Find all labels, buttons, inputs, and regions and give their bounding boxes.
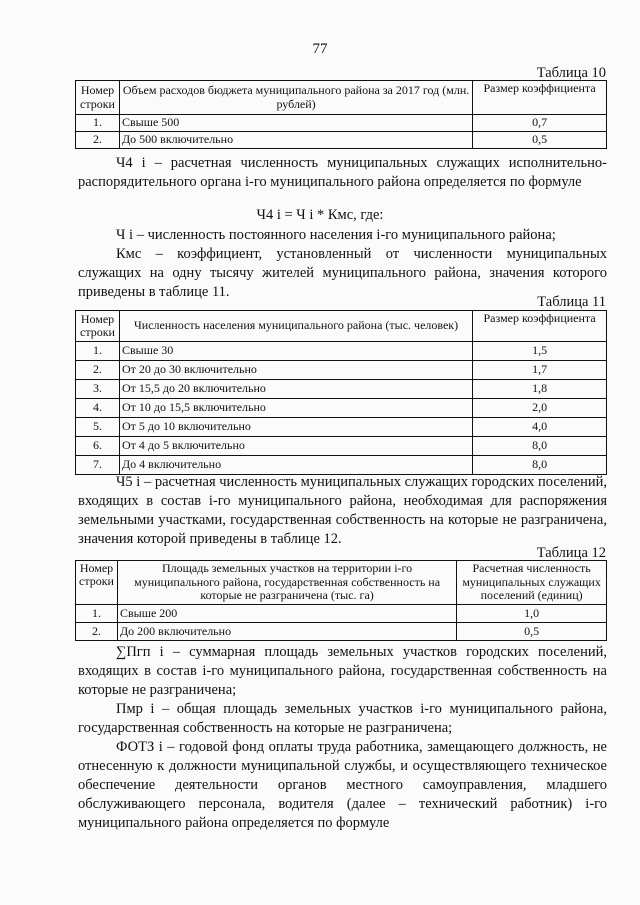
row-label: От 15,5 до 20 включительно: [119, 380, 472, 399]
row-num: 4.: [76, 399, 120, 418]
table11: [75, 310, 607, 475]
paragraph-ch4: Ч4 i – расчетная численность муниципальных служащих исполнительно-распорядительного органа i-го муниципального района определяется по формуле: [78, 155, 607, 190]
row-num: 7.: [76, 456, 120, 475]
table11-header-num: Номер строки: [76, 311, 120, 342]
table10-header-num: Номер строки: [76, 81, 120, 115]
table-row: [76, 380, 607, 399]
table12-caption: Таблица 12: [536, 545, 606, 561]
row-label: От 4 до 5 включительно: [119, 437, 472, 456]
table-row: [76, 456, 607, 475]
table12-header-num: Номер строки: [76, 561, 118, 605]
table10-header-row: [76, 81, 607, 115]
table12-header-value: Расчетная численность муниципальных служащих поселений (единиц): [457, 561, 607, 605]
table12-header-label: Площадь земельных участков на территории i-го муниципального района, государственная собственность на которые не разграничена (тыс. га): [117, 561, 456, 605]
row-label: До 4 включительно: [119, 456, 472, 475]
table11-caption: Таблица 11: [537, 294, 606, 310]
row-label: До 500 включительно: [119, 132, 472, 149]
row-value: 0,7: [473, 115, 607, 132]
row-num: 3.: [76, 380, 120, 399]
row-value: 1,7: [473, 361, 607, 380]
row-value: 1,0: [457, 605, 607, 623]
row-value: 2,0: [473, 399, 607, 418]
table-row: [76, 399, 607, 418]
table-row: [76, 437, 607, 456]
row-value: 0,5: [457, 623, 607, 641]
table-row: [76, 605, 607, 623]
table11-header-value: Размер коэффициента: [473, 311, 607, 342]
paragraph-ch: Ч i – численность постоянного населения i-го муниципального района;: [116, 227, 556, 243]
table12-header-row: [76, 561, 607, 605]
table-row: [76, 361, 607, 380]
row-label: Свыше 30: [119, 342, 472, 361]
formula-ch4: Ч4 i = Ч i * Кмс, где:: [256, 207, 384, 223]
table-row: [76, 115, 607, 132]
row-label: От 20 до 30 включительно: [119, 361, 472, 380]
table11-header-label: Численность населения муниципального района (тыс. человек): [119, 311, 472, 342]
paragraph-sum-pgp: ∑Пгп i – суммарная площадь земельных участков городских поселений, входящих в состав i-го муниципального района, государственная собственность на которые не разграничена;: [78, 644, 607, 698]
row-num: 6.: [76, 437, 120, 456]
table11-header-row: [76, 311, 607, 342]
paragraph-pmr: Пмр i – общая площадь земельных участков i-го муниципального района, государственная собственность на которые не разграничена;: [78, 701, 607, 736]
table12: [75, 560, 607, 641]
row-num: 5.: [76, 418, 120, 437]
paragraph-ch5: Ч5 i – расчетная численность муниципальных служащих городских поселений, входящих в состав i-го муниципального района, необходимая для распоряжения земельными участками, государственная собственность на которые не разграничена, значения которой приведены в таблице 12.: [78, 474, 607, 547]
paragraph-fot3: ФОТЗ i – годовой фонд оплаты труда работника, замещающего должность, не отнесенную к должности муниципальной службы, и осуществляющего техническое обеспечение деятельности органов местного самоуправления, младшего обслуживающего персонала, водителя (далее – технический работник) i-го муниципального района определяется по формуле: [78, 739, 607, 831]
row-num: 2.: [76, 361, 120, 380]
table10-header-value: Размер коэффициента: [473, 81, 607, 115]
table-row: [76, 418, 607, 437]
row-value: 4,0: [473, 418, 607, 437]
row-label: От 5 до 10 включительно: [119, 418, 472, 437]
row-label: От 10 до 15,5 включительно: [119, 399, 472, 418]
row-value: 8,0: [473, 437, 607, 456]
table-row: [76, 132, 607, 149]
row-num: 2.: [76, 623, 118, 641]
table-row: [76, 623, 607, 641]
paragraph-kms: Кмс – коэффициент, установленный от численности муниципальных служащих на одну тысячу жителей муниципального района, значения которого приведены в таблице 11.: [78, 246, 607, 300]
row-value: 1,5: [473, 342, 607, 361]
row-num: 2.: [76, 132, 120, 149]
row-value: 0,5: [473, 132, 607, 149]
row-num: 1.: [76, 342, 120, 361]
row-num: 1.: [76, 115, 120, 132]
row-value: 8,0: [473, 456, 607, 475]
row-num: 1.: [76, 605, 118, 623]
table10-caption: Таблица 10: [536, 65, 606, 81]
table10-header-label: Объем расходов бюджета муниципального района за 2017 год (млн. рублей): [119, 81, 472, 115]
table-row: [76, 342, 607, 361]
row-label: Свыше 500: [119, 115, 472, 132]
row-label: Свыше 200: [117, 605, 456, 623]
row-label: До 200 включительно: [117, 623, 456, 641]
page-number: 77: [312, 41, 328, 57]
row-value: 1,8: [473, 380, 607, 399]
table10: [75, 80, 607, 149]
